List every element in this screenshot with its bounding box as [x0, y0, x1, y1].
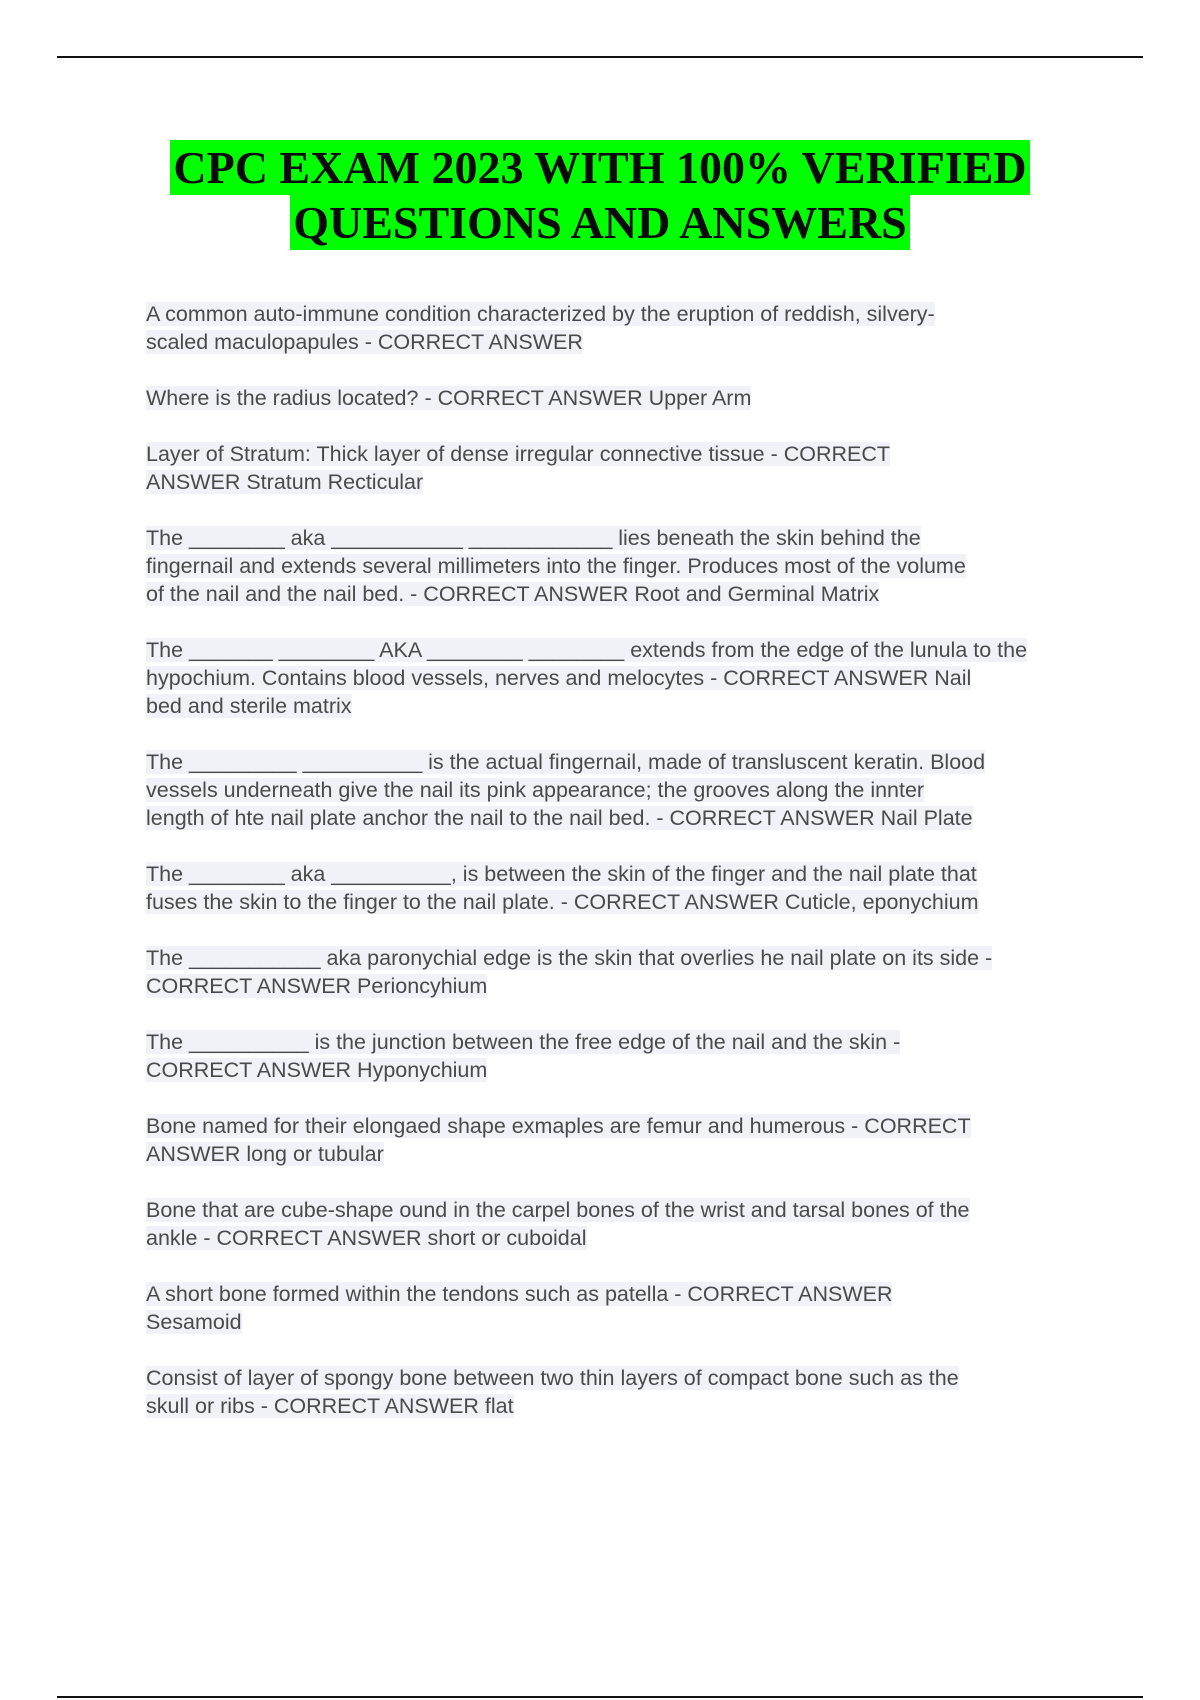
qa-text: The ________ aka __________, is between the skin of the finger and the nail plate that fuses the skin to the finger to the nail plate. - CORRECT ANSWER Cuticle, eponychium	[146, 862, 979, 914]
qa-text: Consist of layer of spongy bone between two thin layers of compact bone such as the skull or ribs - CORRECT ANSWER flat	[146, 1366, 959, 1418]
qa-item	[146, 1364, 959, 1420]
qa-text: Bone that are cube-shape ound in the carpel bones of the wrist and tarsal bones of the ankle - CORRECT ANSWER short or cuboidal	[146, 1198, 970, 1250]
qa-item	[146, 636, 1027, 720]
qa-item	[146, 440, 890, 496]
qa-item	[146, 524, 966, 608]
qa-item	[146, 1028, 900, 1084]
qa-item	[146, 860, 979, 916]
qa-text: The _______ ________ AKA ________ ________ extends from the edge of the lunula to the hypochium. Contains blood vessels, nerves and melocytes - CORRECT ANSWER Nail bed and sterile matrix	[146, 638, 1028, 718]
qa-text: Bone named for their elongaed shape exmaples are femur and humerous - CORRECT ANSWER long or tubular	[146, 1114, 971, 1166]
qa-item	[146, 1112, 971, 1168]
document-title	[60, 140, 1140, 250]
qa-item	[146, 1196, 970, 1252]
qa-item	[146, 384, 751, 412]
qa-item	[146, 748, 985, 832]
top-rule	[57, 56, 1143, 58]
qa-item	[146, 300, 935, 356]
qa-text: The ________ aka ___________ ____________ lies beneath the skin behind the fingernail and extends several millimeters into the finger. Produces most of the volume of the nail and the nail bed. - CORRECT ANSWER Root and Germinal Matrix	[146, 526, 966, 606]
qa-text: Layer of Stratum: Thick layer of dense irregular connective tissue - CORRECT ANSWER Stratum Recticular	[146, 442, 891, 494]
qa-text: A short bone formed within the tendons such as patella - CORRECT ANSWER Sesamoid	[146, 1282, 893, 1334]
qa-text: The __________ is the junction between the free edge of the nail and the skin - CORRECT ANSWER Hyponychium	[146, 1030, 901, 1082]
title-line-2: QUESTIONS AND ANSWERS	[290, 195, 910, 250]
qa-text: A common auto-immune condition characterized by the eruption of reddish, silvery- scaled maculopapules - CORRECT ANSWER	[146, 302, 935, 354]
bottom-rule	[57, 1696, 1143, 1698]
qa-item	[146, 944, 992, 1000]
qa-text: Where is the radius located? - CORRECT ANSWER Upper Arm	[146, 386, 752, 410]
title-line-1: CPC EXAM 2023 WITH 100% VERIFIED	[170, 140, 1029, 195]
qa-item	[146, 1280, 892, 1336]
qa-text: The _________ __________ is the actual fingernail, made of transluscent keratin. Blood vessels underneath give the nail its pink appearance; the grooves along the innter length of hte nail plate anchor the nail to the nail bed. - CORRECT ANSWER Nail Plate	[146, 750, 986, 830]
qa-text: The ___________ aka paronychial edge is the skin that overlies he nail plate on its side - CORRECT ANSWER Perioncyhium	[146, 946, 993, 998]
